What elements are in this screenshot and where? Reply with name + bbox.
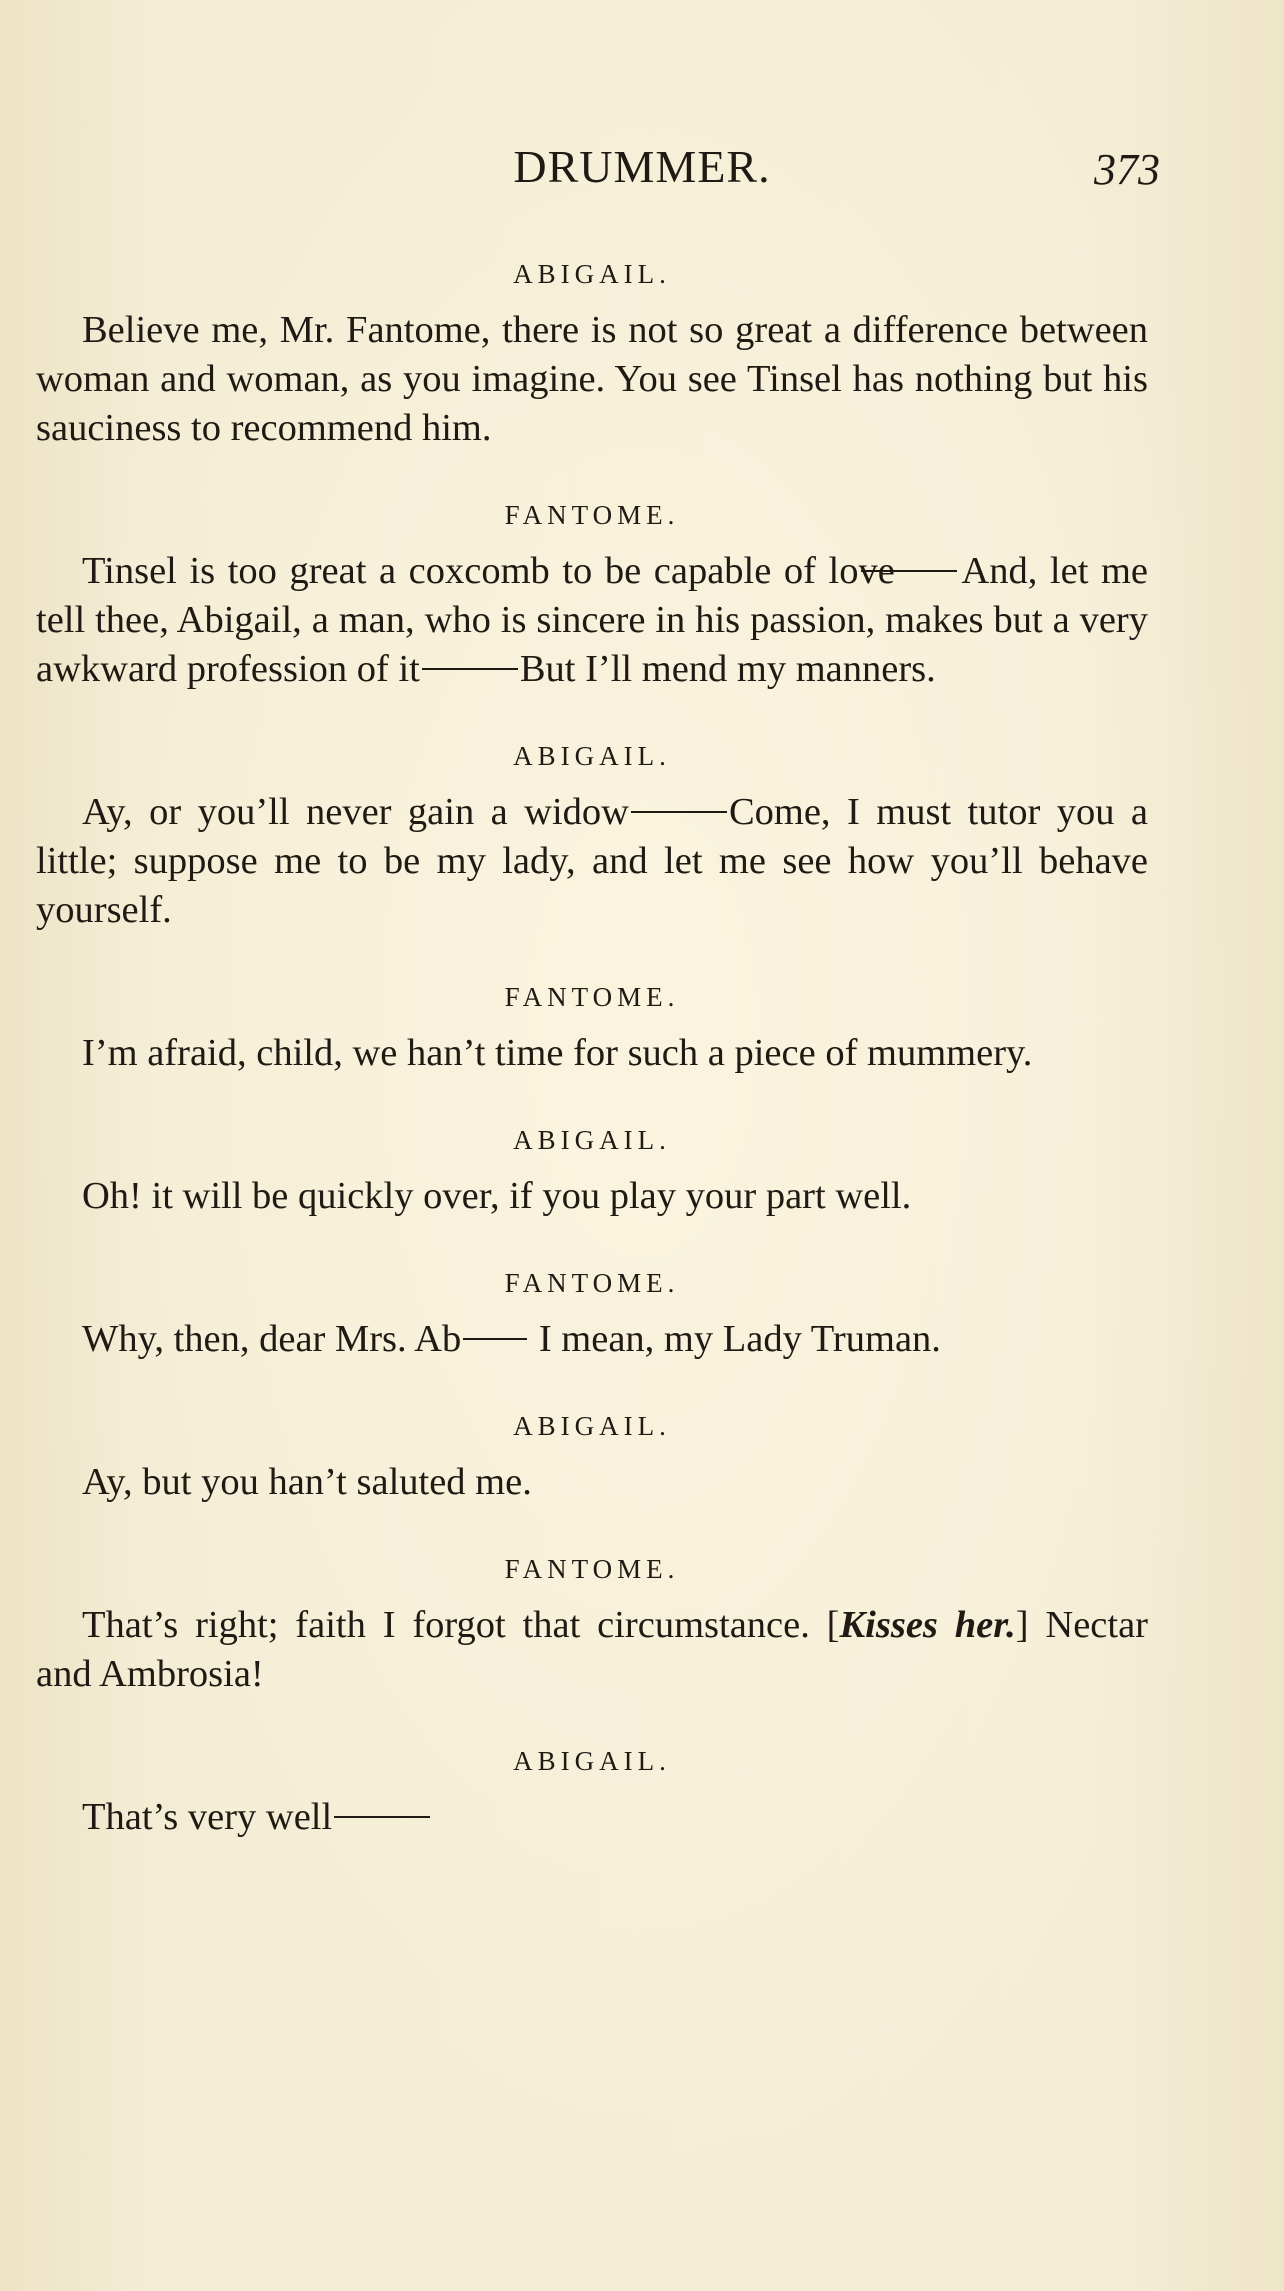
- speech: That’s right; faith I forgot that circumstance. [Kisses her.] Nectar and Ambrosia!: [36, 1604, 1148, 1695]
- speech-text: But I’ll mend my manners.: [519, 648, 936, 690]
- speaker-heading: ABIGAIL.: [513, 1125, 671, 1155]
- em-dash-rule: [861, 570, 957, 572]
- dialogue-body: [36, 256, 1148, 1842]
- stage-direction: Kisses her.: [839, 1604, 1016, 1646]
- page-number: 373: [1094, 145, 1160, 194]
- speech: [36, 547, 1148, 694]
- speech: [36, 306, 1148, 453]
- speaker-heading: FANTOME.: [504, 1268, 680, 1298]
- speaker-heading: FANTOME.: [504, 982, 680, 1012]
- speech: [36, 1458, 1148, 1507]
- speech-text: Why, then, dear Mrs. Ab: [82, 1318, 462, 1360]
- speech-text: I’m afraid, child, we han’t time for such a piece of mummery.: [82, 1032, 1033, 1074]
- speech-text: That’s right; faith I forgot that circumstance.: [82, 1604, 810, 1646]
- em-dash-rule: [334, 1816, 430, 1818]
- speech-text: Ay, or you’ll never gain a widow: [82, 791, 629, 833]
- em-dash-rule: [422, 668, 518, 670]
- speech: [36, 1172, 1148, 1221]
- em-dash-rule: [631, 811, 727, 813]
- speaker-heading: ABIGAIL.: [513, 1411, 671, 1441]
- speaker-heading: ABIGAIL.: [513, 741, 671, 771]
- running-title: DRUMMER.: [513, 141, 771, 192]
- running-head: [0, 140, 1284, 200]
- speaker-heading: ABIGAIL.: [513, 259, 671, 289]
- speaker-heading: FANTOME.: [504, 500, 680, 530]
- speech: [36, 788, 1148, 935]
- speech-text: Oh! it will be quickly over, if you play your part well.: [82, 1175, 912, 1217]
- speaker-heading: ABIGAIL.: [513, 1746, 671, 1776]
- speech-text: Tinsel is too great a coxcomb to be capable of love: [82, 550, 895, 592]
- speech-text: Believe me, Mr. Fantome, there is not so great a difference between woman and woman, as you imagine. You see Tinsel has nothing but his sauciness to recommend him.: [36, 309, 1148, 449]
- speech-text: I mean, my Lady Truman.: [538, 1318, 941, 1360]
- speech-text: That’s very well: [82, 1796, 333, 1838]
- speech-text: Ay, but you han’t saluted me.: [82, 1461, 532, 1503]
- speaker-heading: FANTOME.: [504, 1554, 680, 1584]
- em-dash-rule: [463, 1338, 527, 1340]
- speech-text: And, let me tell thee, Abigail, a man, who is sincere in his passion, makes but a very awkward profession of it: [36, 550, 1148, 690]
- speech-text: Nectar and Ambrosia!: [36, 1604, 1148, 1695]
- speech: [36, 1315, 1148, 1364]
- speech: [36, 1029, 1148, 1078]
- speech-text: Come, I must tutor you a little; suppose me to be my lady, and let me see how you’ll behave yourself.: [36, 791, 1148, 931]
- speech: [36, 1793, 1148, 1842]
